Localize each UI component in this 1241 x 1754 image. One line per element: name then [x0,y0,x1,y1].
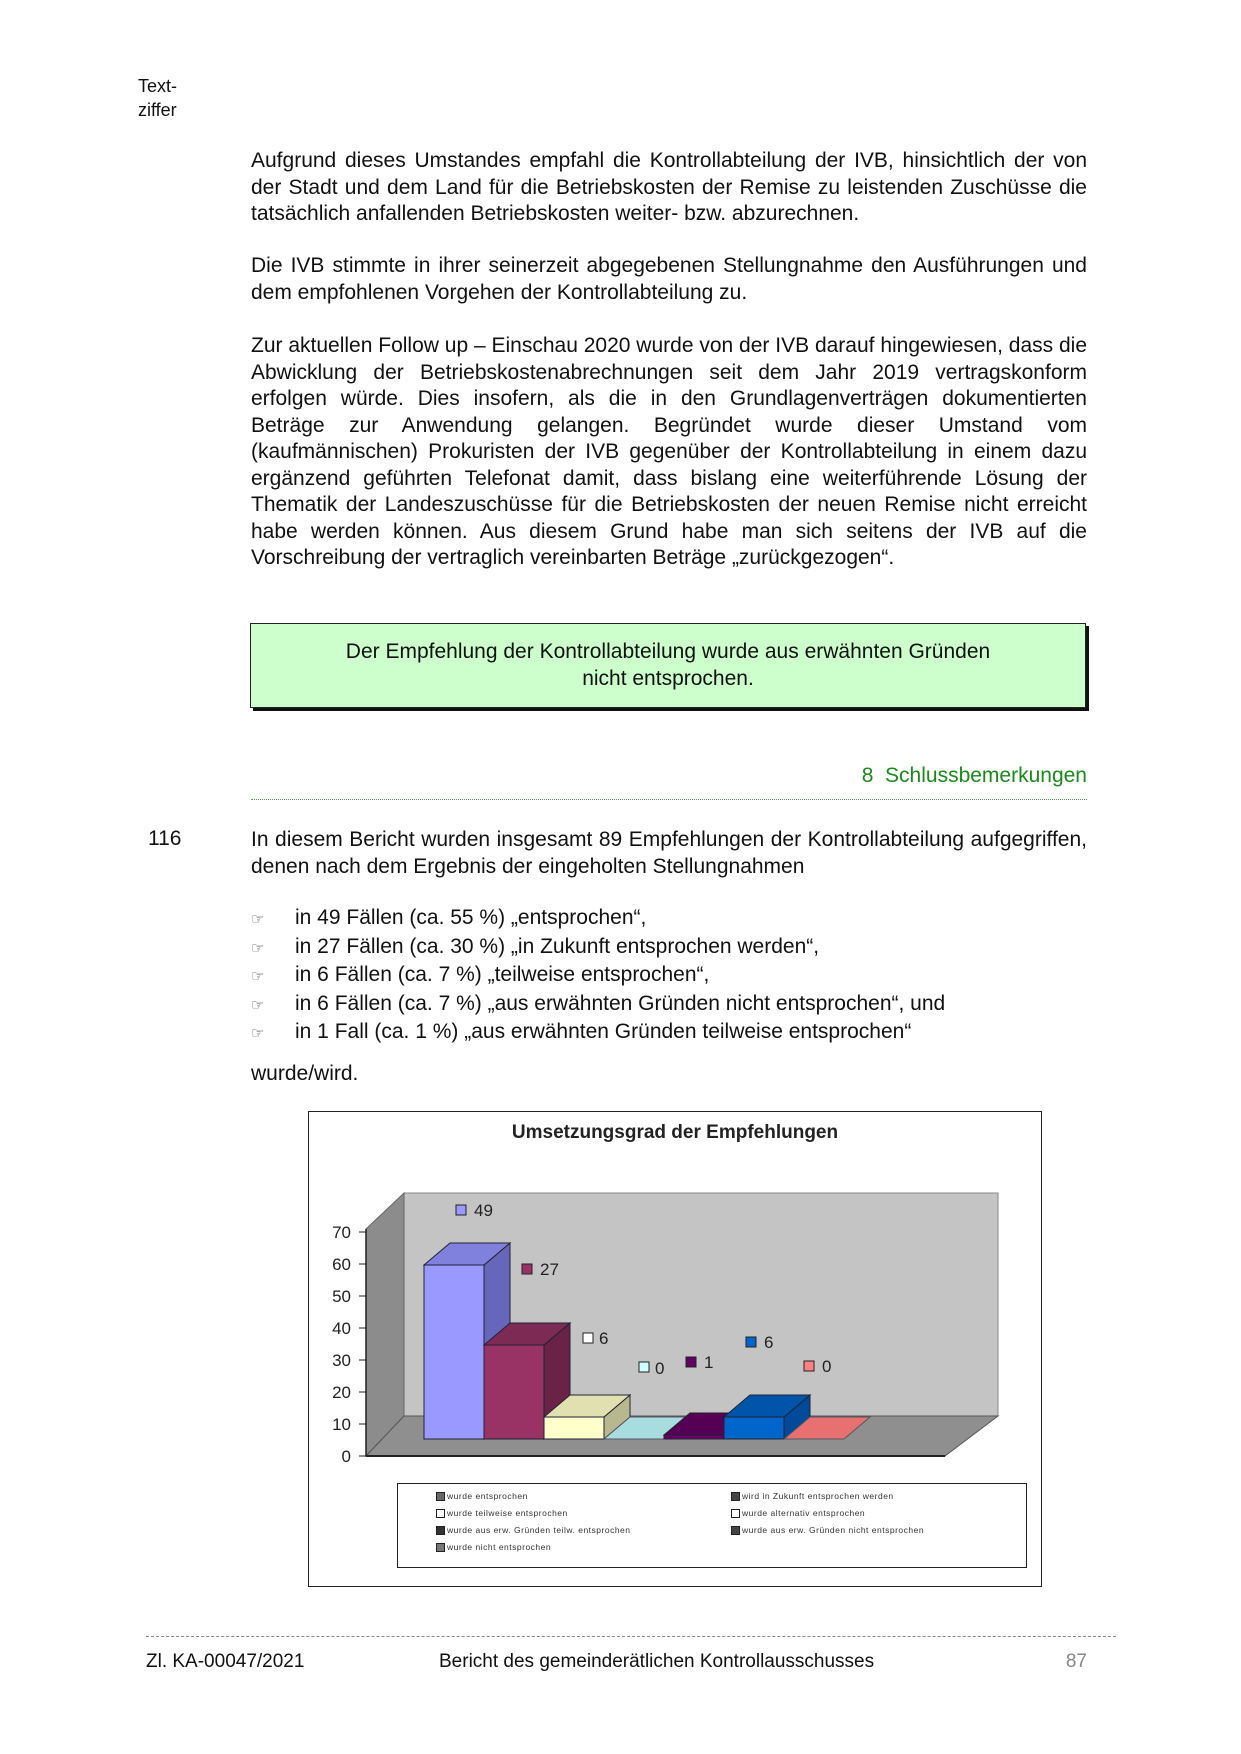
svg-text:0: 0 [655,1359,665,1378]
list-item: ☞ in 6 Fällen (ca. 7 %) „aus erwähnten Gründen nicht entsprochen“, und [251,991,1087,1020]
footer-title: Bericht des gemeinderätlichen Kontrollausschusses [439,1651,875,1672]
svg-text:50: 50 [332,1287,351,1306]
svg-text:30: 30 [332,1351,351,1370]
y-axis-ticks [332,1223,366,1466]
legend-swatch [436,1492,445,1501]
textziffer-number: 116 [148,827,182,850]
svg-text:49: 49 [474,1201,493,1220]
svg-text:6: 6 [599,1329,609,1348]
section-divider [251,799,1087,800]
textziffer-margin-label [138,74,177,122]
list-item: ☞ in 27 Fällen (ca. 30 %) „in Zukunft entsprochen werden“, [251,934,1087,963]
pointing-hand-icon: ☞ [251,968,265,985]
legend-item: wurde alternativ entsprochen [731,1508,865,1518]
footer-divider [146,1636,1116,1637]
closing-text: wurde/wird. [251,1062,359,1085]
paragraph-ivb-agreement: Die IVB stimmte in ihrer seinerzeit abgegebenen Stellungnahme den Ausführungen und dem empfohlenen Vorgehen der Kontrollabteilung zu. [251,254,1087,304]
svg-text:27: 27 [540,1260,559,1279]
legend-item: wurde entsprochen [436,1491,528,1501]
list-item: ☞ in 1 Fall (ca. 1 %) „aus erwähnten Gründen teilweise entsprochen“ [251,1019,1087,1048]
implementation-chart [308,1111,1042,1587]
legend-item: wird in Zukunft entsprochen werden [731,1491,894,1501]
margin-label-line1: Text- [138,76,178,96]
footer-reference: Zl. KA-00047/2021 [146,1651,305,1672]
paragraph-summary-intro: In diesem Bericht wurden insgesamt 89 Empfehlungen der Kontrollabteilung aufgegriffen, denen nach dem Ergebnis der eingeholten Stellungnahmen [251,828,1087,878]
legend-swatch [731,1492,740,1501]
svg-text:70: 70 [332,1223,351,1242]
svg-text:1: 1 [704,1353,714,1372]
list-item: ☞ in 6 Fällen (ca. 7 %) „teilweise entsprochen“, [251,962,1087,991]
svg-text:20: 20 [332,1383,351,1402]
legend-swatch [436,1543,445,1552]
legend-item: wurde nicht entsprochen [436,1542,551,1552]
pointing-hand-icon: ☞ [251,1025,265,1042]
page-number: 87 [1065,1651,1087,1672]
pointing-hand-icon: ☞ [251,996,265,1014]
paragraph-recommendation: Aufgrund dieses Umstandes empfahl die Kontrollabteilung der IVB, hinsichtlich der von der Stadt und dem Land für die Betriebskosten der Remise zu leistenden Zuschüsse die tatsächlich anfallenden Betriebskosten weiter- bzw. abzurechnen. [251,149,1087,225]
legend-item: wurde teilweise entsprochen [436,1508,568,1518]
result-box-line1: Der Empfehlung der Kontrollabteilung wurde aus erwähnten Gründen [345,640,991,663]
margin-label-line2: ziffer [138,100,177,120]
result-box [250,623,1086,708]
legend-swatch [436,1526,445,1535]
chart-title: Umsetzungsgrad der Empfehlungen [511,1122,839,1143]
list-item: ☞ in 49 Fällen (ca. 55 %) „entsprochen“, [251,905,1087,934]
paragraph-follow-up: Zur aktuellen Follow up – Einschau 2020 wurde von der IVB darauf hingewiesen, dass die Abwicklung der Betriebskostenabrechnungen seit dem Jahr 2019 vertragskonform erfolgen würde. Dies insofern, als die in den Grundlagenverträgen dokumentierten Beträge zur Anwendung gelangen. Begründet wurde dieser Umstand vom (kaufmännischen) Prokuristen der IVB gegenüber der Kontrollabteilung in einem dazu ergänzend geführten Telefonat damit, dass bislang eine weiterführende Lösung der Thematik der Landeszuschüsse für die Betriebskosten der neuen Remise nicht erreicht habe werden können. Aus diesem Grund habe man sich seitens der IVB auf die Vorschreibung der vertraglich vereinbarten Beträge „zurückgezogen“. [251,334,1087,569]
svg-text:60: 60 [332,1255,351,1274]
svg-text:40: 40 [332,1319,351,1338]
legend-swatch [731,1509,740,1518]
legend-swatch [436,1509,445,1518]
legend-item: wurde aus erw. Gründen teilw. entsprochen [436,1525,631,1535]
svg-text:0: 0 [822,1357,832,1376]
recommendation-outcome-list [251,905,1087,1048]
result-box-line2: nicht entsprochen. [582,666,754,690]
pointing-hand-icon: ☞ [251,911,265,928]
section-heading: 8 Schlussbemerkungen [861,764,1087,787]
svg-text:10: 10 [332,1415,351,1434]
legend-item: wurde aus erw. Gründen nicht entsprochen [731,1525,924,1535]
svg-text:6: 6 [764,1333,774,1352]
chart-legend [397,1483,1027,1568]
legend-swatch [731,1526,740,1535]
svg-text:0: 0 [341,1447,351,1466]
pointing-hand-icon: ☞ [251,939,265,957]
